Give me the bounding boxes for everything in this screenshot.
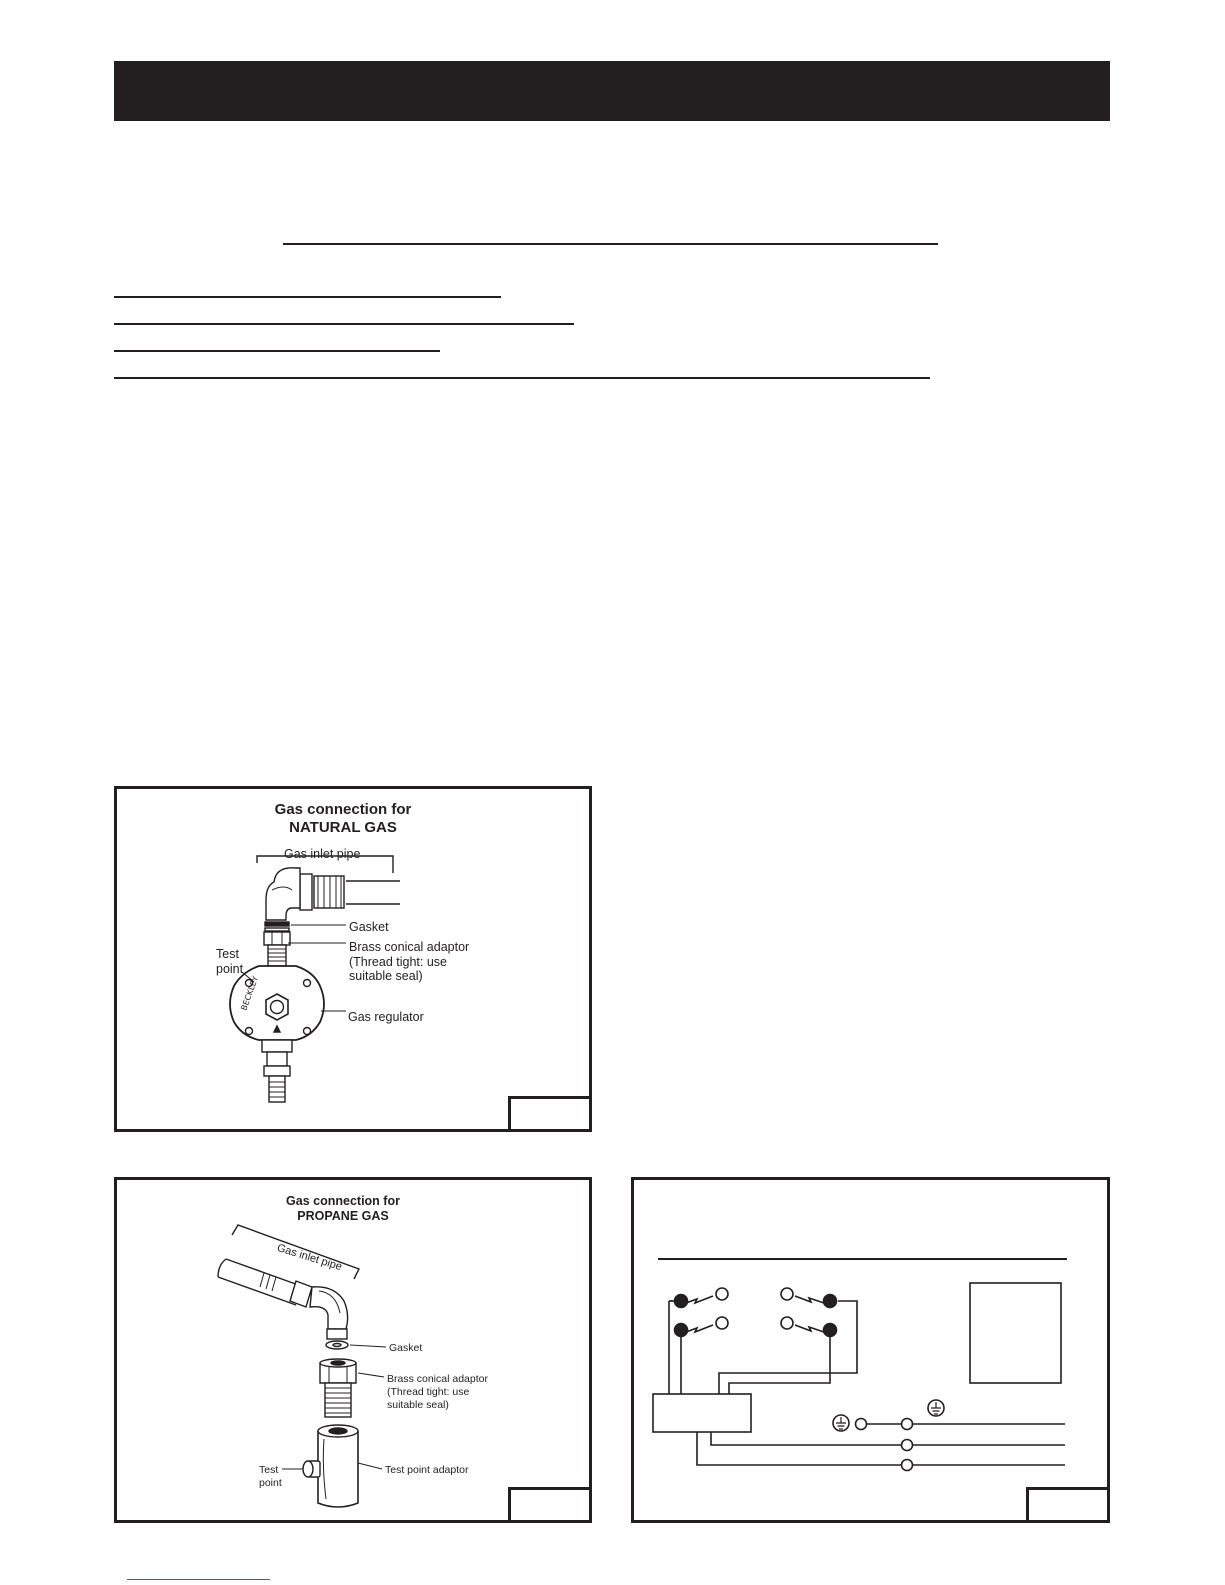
propane-test-adaptor-label: Test point adaptor bbox=[385, 1464, 469, 1476]
natural-regulator-brand: BECKLEY bbox=[239, 974, 261, 1012]
propane-title-1: Gas connection for bbox=[286, 1194, 400, 1208]
line-rule-4 bbox=[114, 377, 930, 379]
propane-adaptor-label-1: Brass conical adaptor bbox=[387, 1373, 488, 1385]
natural-title-2: NATURAL GAS bbox=[289, 819, 397, 836]
natural-title-1: Gas connection for bbox=[274, 801, 412, 818]
natural-gasket-label: Gasket bbox=[349, 920, 389, 934]
propane-test-label-2: point bbox=[259, 1477, 282, 1489]
propane-figure-number-box bbox=[508, 1487, 592, 1523]
header-bar bbox=[114, 61, 1110, 121]
footer-link-underline[interactable] bbox=[127, 1579, 270, 1580]
wiring-diagram bbox=[631, 1177, 1110, 1523]
propane-gas-illustration bbox=[114, 1177, 592, 1523]
natural-figure-number-box bbox=[508, 1096, 592, 1132]
natural-test-label-2: point bbox=[216, 962, 244, 976]
propane-inlet-label: Gas inlet pipe bbox=[275, 1242, 344, 1274]
propane-gasket-label: Gasket bbox=[389, 1342, 423, 1354]
propane-test-label-1: Test bbox=[259, 1464, 279, 1476]
propane-adaptor-label-3: suitable seal) bbox=[387, 1399, 449, 1411]
natural-adaptor-label-3: suitable seal) bbox=[349, 969, 423, 983]
wiring-figure-number-box bbox=[1026, 1487, 1110, 1523]
natural-test-label-1: Test bbox=[216, 947, 239, 961]
wiring-diagram-figure bbox=[631, 1177, 1110, 1523]
natural-gas-illustration bbox=[114, 786, 592, 1132]
line-rule-2 bbox=[114, 323, 574, 325]
natural-inlet-label: Gas inlet pipe bbox=[284, 847, 361, 861]
natural-regulator-label: Gas regulator bbox=[348, 1010, 424, 1024]
natural-adaptor-label-2: (Thread tight: use bbox=[349, 955, 447, 969]
propane-title-2: PROPANE GAS bbox=[297, 1209, 389, 1223]
propane-gas-figure bbox=[114, 1177, 592, 1523]
line-rule-1 bbox=[114, 296, 501, 298]
line-rule-3 bbox=[114, 350, 440, 352]
heading-rule bbox=[283, 243, 938, 245]
natural-gas-figure bbox=[114, 786, 592, 1132]
natural-adaptor-label-1: Brass conical adaptor bbox=[349, 940, 470, 954]
propane-adaptor-label-2: (Thread tight: use bbox=[387, 1386, 470, 1398]
